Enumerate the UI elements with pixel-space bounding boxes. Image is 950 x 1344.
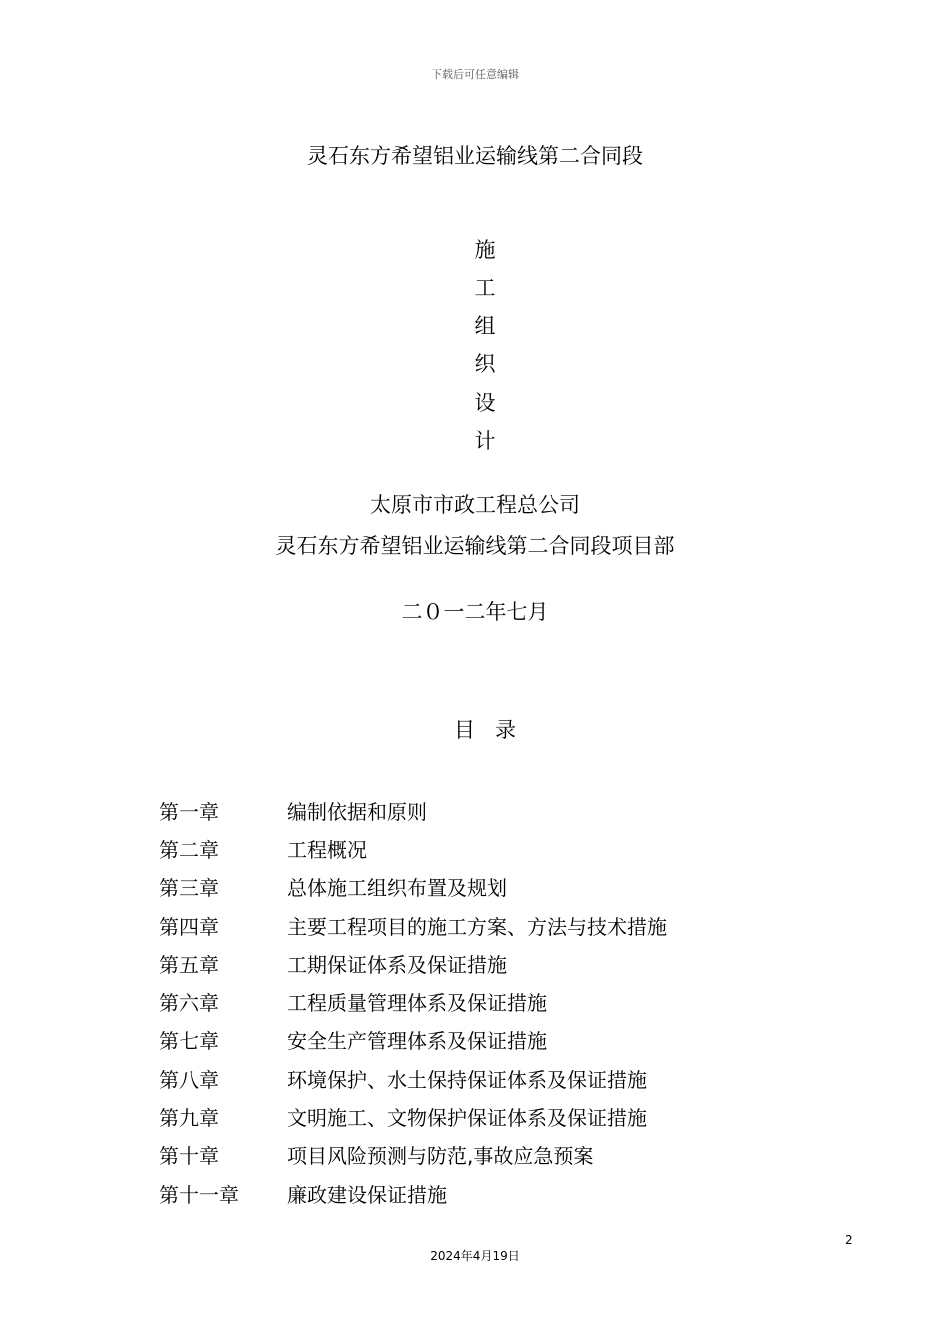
toc-chapter: 第九章 [159, 1106, 219, 1131]
vertical-title-char: 施 [474, 238, 496, 262]
document-date: 二０一二年七月 [401, 600, 549, 624]
toc-item[interactable] [159, 1136, 839, 1174]
organization-name: 太原市市政工程总公司 [370, 493, 580, 517]
vertical-title-char: 设 [474, 391, 496, 415]
toc-item[interactable] [159, 1174, 839, 1212]
toc-item[interactable] [159, 944, 839, 982]
toc-chapter-name: 环境保护、水土保持保证体系及保证措施 [287, 1067, 647, 1092]
footer-date: 2024年4月19日 [430, 1249, 520, 1263]
vertical-title-char: 织 [474, 352, 496, 376]
toc-item[interactable] [159, 982, 839, 1020]
toc-chapter-name: 安全生产管理体系及保证措施 [287, 1029, 547, 1054]
toc-title: 目录 [454, 718, 536, 742]
toc-item[interactable] [159, 1097, 839, 1135]
toc-item[interactable] [159, 791, 839, 829]
vertical-title-char: 组 [474, 314, 496, 338]
toc-item[interactable] [159, 1021, 839, 1059]
toc-chapter: 第八章 [159, 1067, 219, 1092]
page-number: 2 [845, 1233, 853, 1247]
toc-chapter: 第十一章 [159, 1182, 239, 1207]
toc-chapter: 第六章 [159, 991, 219, 1016]
project-department: 灵石东方希望铝业运输线第二合同段项目部 [275, 534, 675, 558]
toc-chapter: 第四章 [159, 914, 219, 939]
toc-chapter-name: 工期保证体系及保证措施 [287, 952, 507, 977]
toc-chapter: 第七章 [159, 1029, 219, 1054]
toc-chapter: 第五章 [159, 952, 219, 977]
toc-chapter-name: 工程概况 [287, 837, 367, 862]
header-note: 下载后可任意编辑 [431, 68, 519, 81]
table-of-contents [159, 791, 839, 1212]
toc-item[interactable] [159, 906, 839, 944]
document-title: 灵石东方希望铝业运输线第二合同段 [307, 144, 643, 168]
toc-chapter-name: 工程质量管理体系及保证措施 [287, 991, 547, 1016]
toc-item[interactable] [159, 829, 839, 867]
toc-item[interactable] [159, 1059, 839, 1097]
toc-chapter-name: 文明施工、文物保护保证体系及保证措施 [287, 1106, 647, 1131]
toc-chapter-name: 主要工程项目的施工方案、方法与技术措施 [287, 914, 667, 939]
toc-item[interactable] [159, 868, 839, 906]
toc-chapter: 第二章 [159, 837, 219, 862]
toc-chapter: 第三章 [159, 876, 219, 901]
toc-chapter-name: 项目风险预测与防范,事故应急预案 [287, 1144, 594, 1169]
toc-chapter-name: 总体施工组织布置及规划 [287, 876, 507, 901]
toc-chapter-name: 廉政建设保证措施 [287, 1182, 447, 1207]
vertical-title-char: 计 [474, 429, 496, 453]
toc-chapter: 第十章 [159, 1144, 219, 1169]
toc-chapter: 第一章 [159, 799, 219, 824]
toc-chapter-name: 编制依据和原则 [287, 799, 427, 824]
vertical-title-char: 工 [474, 276, 496, 300]
